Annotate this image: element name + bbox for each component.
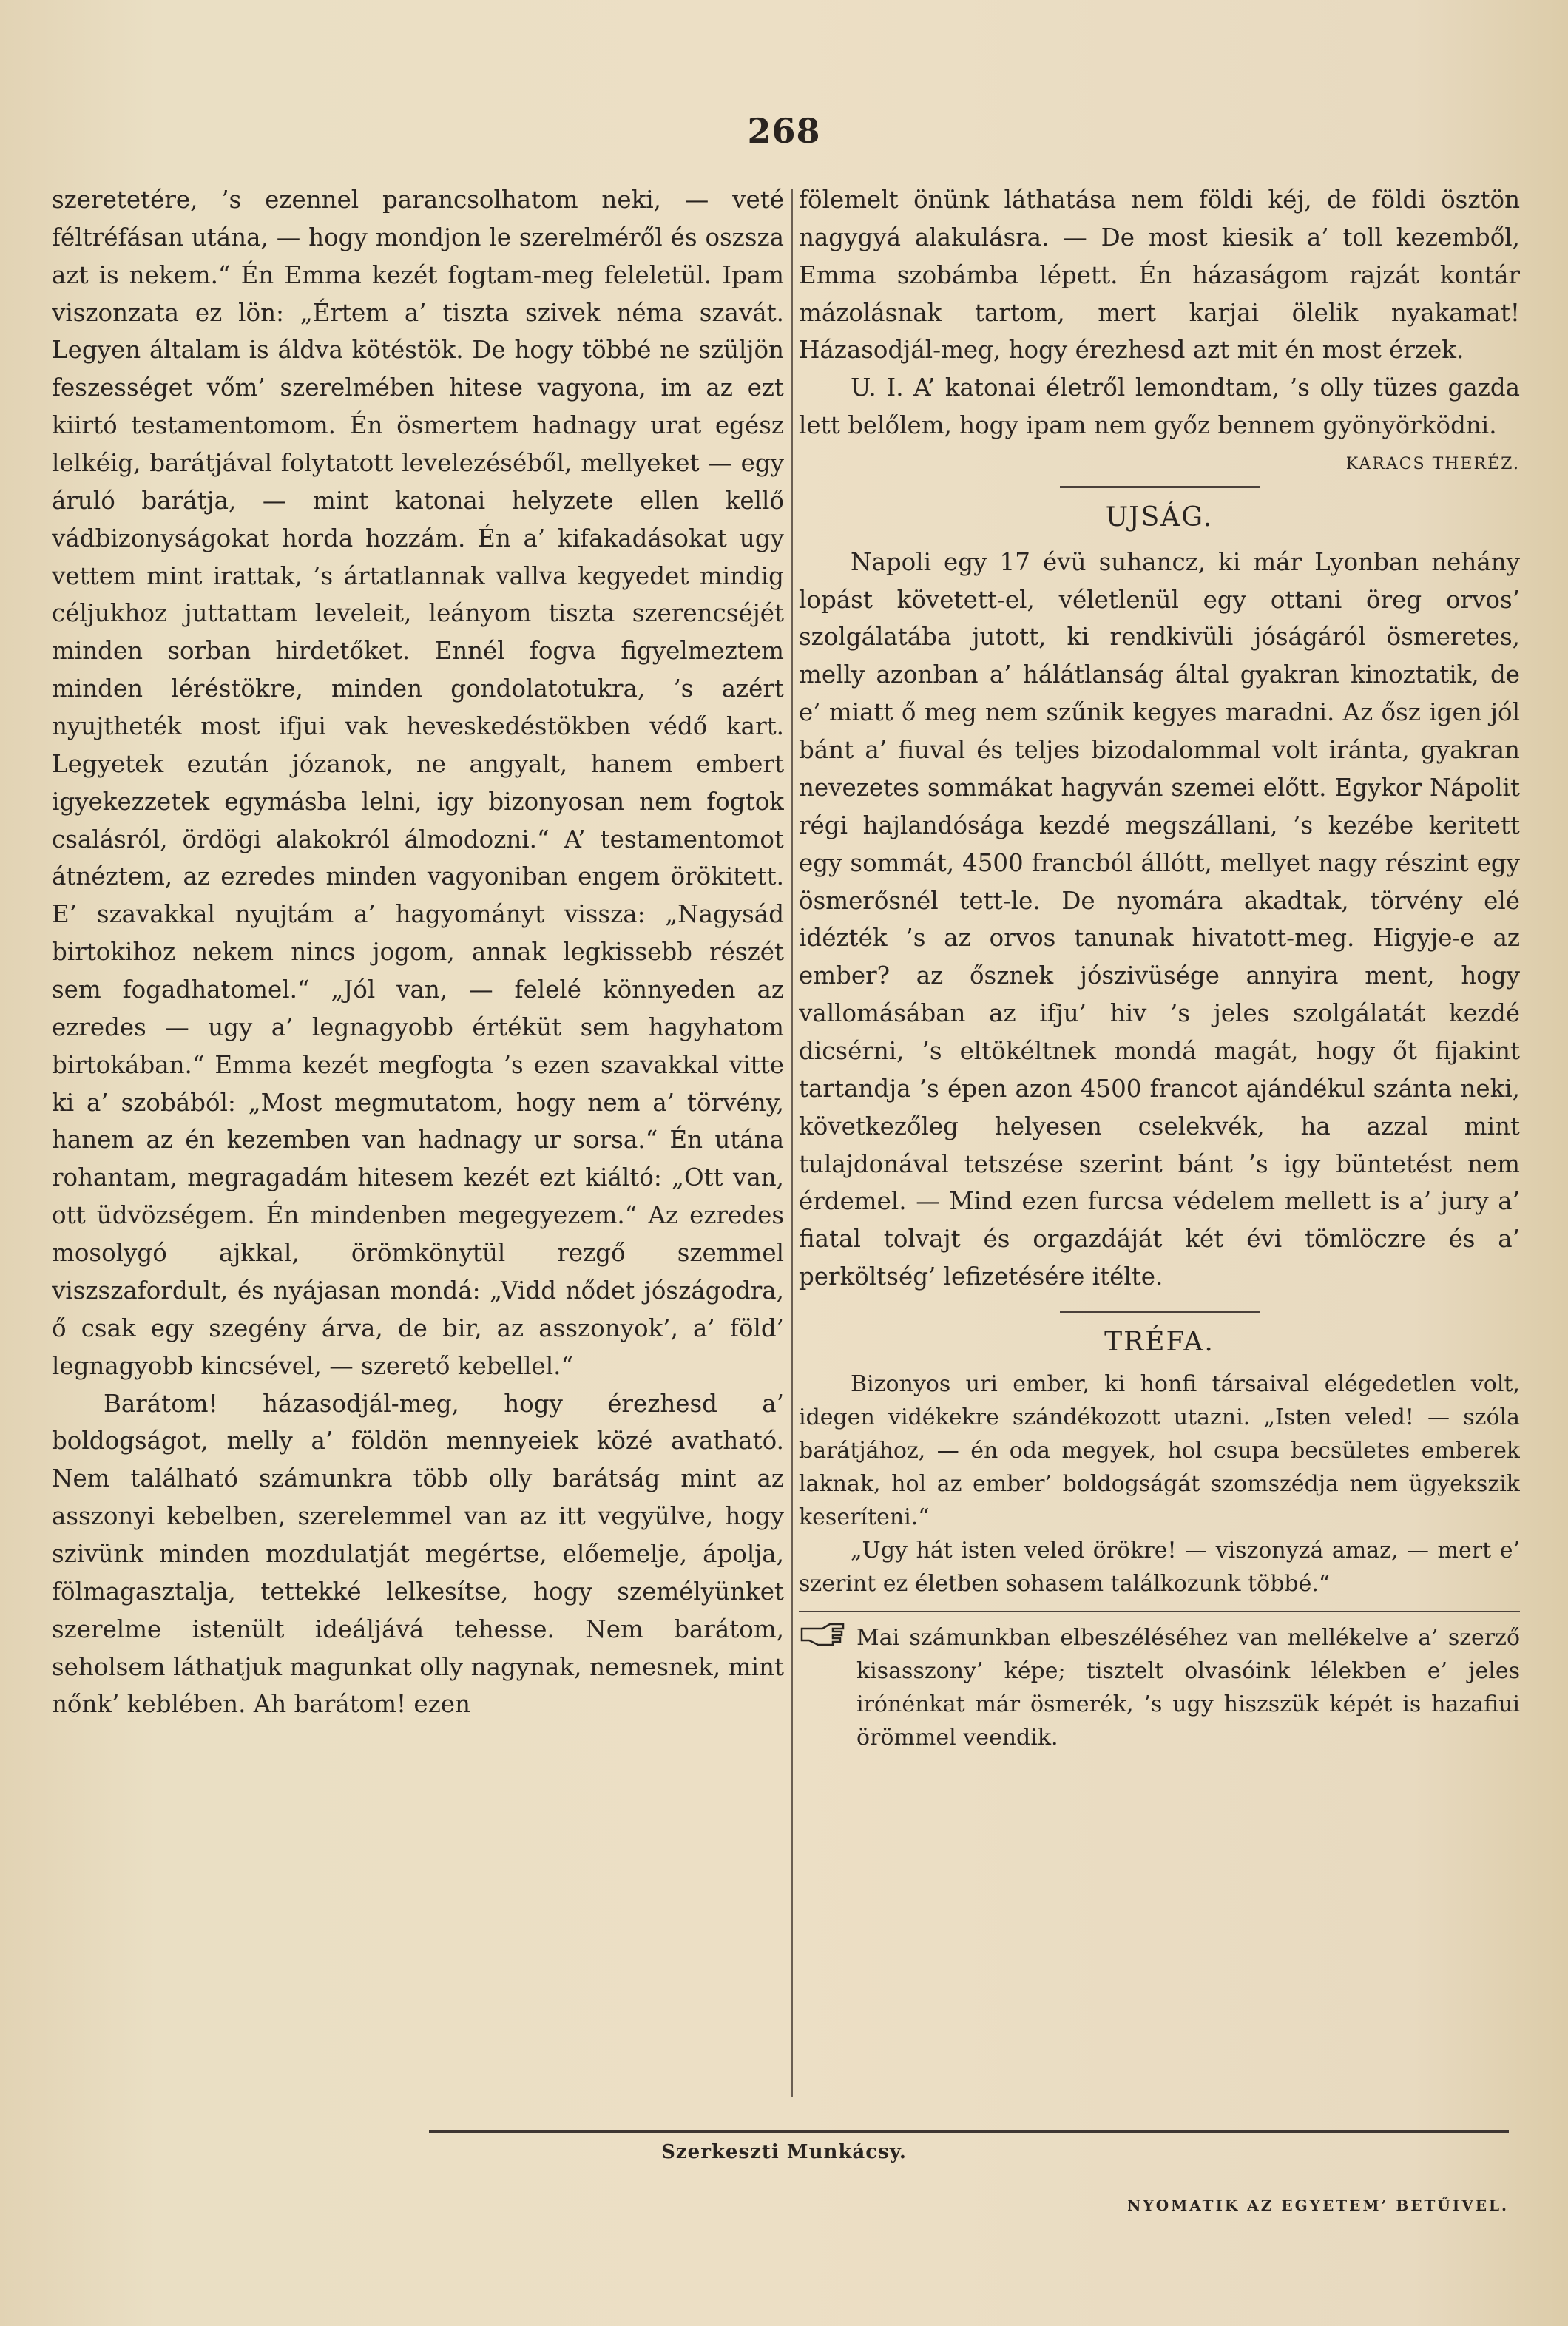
printer-credit: NYOMATIK AZ EGYETEM’ BETŰIVEL. [1127, 2197, 1509, 2214]
story-paragraph: fölemelt önünk láthatása nem földi kéj, de földi ösztön nagygyá alakulásra. — De most kiesik a’ toll kezemből, Emma szobámba lépett. Én házaságom rajzát kontár mázolásnak tartom, mert karjai ölelik nyakamat! Házasodjál-meg, hogy érezhesd azt mit én most érzek. [799, 186, 1520, 365]
section-divider [1060, 486, 1260, 488]
joke-paragraph: „Ugy hát isten veled örökre! — viszonyzá amaz, — mert e’ szerint ez életben sohasem találkozunk többé.“ [799, 1538, 1520, 1598]
editorial-notice [799, 1621, 1520, 1754]
column-divider [791, 189, 793, 2097]
postscript-text: U. I. A’ katonai életről lemondtam, ’s olly tüzes gazda lett belőlem, hogy ipam nem győz bennem gyönyörködni. [799, 373, 1520, 440]
news-heading: UJSÁG. [1105, 502, 1214, 533]
joke-paragraph: Bizonyos uri ember, ki honfi társaival elégedetlen volt, idegen vidékekre szándékozott utazni. „Isten veled! — szóla barátjához, — én oda megyek, hol csupa becsületes emberek laknak, hol az ember’ boldogságát szomszédja nem ügyekszik keseríteni.“ [799, 1371, 1520, 1531]
notice-text: Mai számunkban elbeszéléséhez van mellékelve a’ szerző kisasszony’ képe; tisztelt olvasóink lélekben e’ jeles irónénkat már ösmerék, ’s ugy hiszszük képét is hazafiui örömmel veendik. [856, 1625, 1520, 1751]
postscript [799, 369, 1520, 477]
editor-credit: Szerkeszti Munkácsy. [661, 2141, 907, 2163]
author-signature: KARACS THERÉZ. [1345, 455, 1520, 474]
news-article: Napoli egy 17 évü suhancz, ki már Lyonban nehány lopást követett-el, véletlenül egy ottani öreg orvos’ szolgálatába jutott, ki rendkivüli jóságáról ösmeretes, melly azonban a’ hálátlanság által gyakran kinoztatik, de e’ miatt ő meg nem szűnik kegyes maradni. Az ősz igen jól bánt a’ fiuval és teljes bizodalommal volt iránta, gyakran nevezetes sommákat hagyván szemei előtt. Egykor Nápolit régi hajlandósága kezdé megszállani, ’s kezébe keritett egy sommát, 4500 francból állótt, mellyet nagy részint egy ösmerősnél tett-le. De nyomára akadtak, törvény elé idézték ’s az orvos tanunak hivatott-meg. Higyje-e az ember? az ősznek jószivüsége annyira ment, hogy vallomásában az ifju’ hiv ’s jeles szolgálatát kezdé dicsérni, ’s eltökéltnek mondá magát, hogy őt fijakint tartandja ’s épen azon 4500 francot ajándékul szánta neki, következőleg helyesen cselekvék, ha azzal mint tulajdonával tetszése szerint bánt ’s igy büntetést nem érdemel. — Mind ezen furcsa védelem mellett is a’ jury a’ fiatal tolvajt és orgazdáját két évi tömlöczre és a’ perköltség’ lefizetésére itélte. [799, 547, 1520, 1291]
story-paragraph: szeretetére, ’s ezennel parancsolhatom neki, — veté féltréfásan utána, — hogy mondjon le szerelméről és oszsza azt is nekem.“ Én Emma kezét fogtam-meg feleletül. Ipam viszonzata ez lön: „Értem a’ tiszta szivek néma szavát. Legyen általam is áldva kötéstök. De hogy többé ne szüljön feszességet vőm’ szerelmében hitese vagyona, im az ezt kiirtó testamentomom. Én ösmertem hadnagy urat egész lelkéig, barátjával folytatott levelezéséből, mellyeket — egy áruló barátja, — mint katonai helyzete ellen kellő vádbizonyságokat horda hozzám. Én a’ kifakadásokat ugy vettem mint irattak, ’s ártatlannak vallva kegyedet mindig céljukhoz juttattam leveleit, leányom tiszta szerencséjét minden sorban hirdetőket. Ennél fogva figyelmeztem minden léréstökre, minden gondolatotukra, ’s azért nyujtheték most ifjui vak heveskedéstökben védő kart. Legyetek ezután józanok, ne angyalt, hanem embert igyekezzetek egymásba lelni, igy bizonyosan nem fogtok csalásról, ördögi alakokról álmodozni.“ A’ testamentomot átnéztem, az ezredes minden vagyoniban engem örökitett. E’ szavakkal nyujtám a’ hagyományt vissza: „Nagysád birtokihoz nekem nincs jogom, annak legkissebb részét sem fogadhatomel.“ „Jól van, — felelé könnyeden az ezredes — ugy a’ legnagyobb értéküt sem hagyhatom birtokában.“ Emma kezét megfogta ’s ezen szavakkal vitte ki a’ szobából: „Most megmutatom, hogy nem a’ törvény, hanem az én kezemben van hadnagy ur sorsa.“ Én utána rohantam, megragadám hitesem kezét ezt kiáltó: „Ott van, ott üdvözségem. Én mindenben megegyezem.“ Az ezredes mosolygó ajkkal, örömkönytül rezgő szemmel viszszafordult, és nyájasan mondá: „Vidd nődet jószágodra, ő csak egy szegény árva, de bir, az asszonyok’, a’ föld’ legnagyobb kincsével, — szerető kebellel.“ [52, 186, 784, 1380]
page-number: 268 [747, 111, 821, 151]
section-divider [1060, 1311, 1260, 1313]
story-paragraph: Barátom! házasodjál-meg, hogy érezhesd a’ boldogságot, melly a’ földön mennyeiek közé avatható. Nem található számunkra több olly barátság mint az asszonyi kebelben, szerelemmel van az itt vegyülve, hogy szivünk minden mozdulatját megértse, előemelje, ápolja, fölmagasztalja, tettekké lelkesítse, hogy személyünket szerelme istenült ideáljává tehesse. Nem barátom, seholsem láthatjuk magunkat olly nagynak, nemesnek, mint nőnk’ keblében. Ah barátom! ezen [52, 1389, 784, 1719]
notice-divider [799, 1611, 1520, 1612]
footer-rule [429, 2130, 1509, 2133]
joke-heading: TRÉFA. [1104, 1326, 1214, 1357]
pointing-hand-icon [799, 1621, 849, 1659]
postscript-block [799, 369, 1520, 477]
left-column [52, 181, 784, 2126]
right-column [799, 181, 1520, 2126]
